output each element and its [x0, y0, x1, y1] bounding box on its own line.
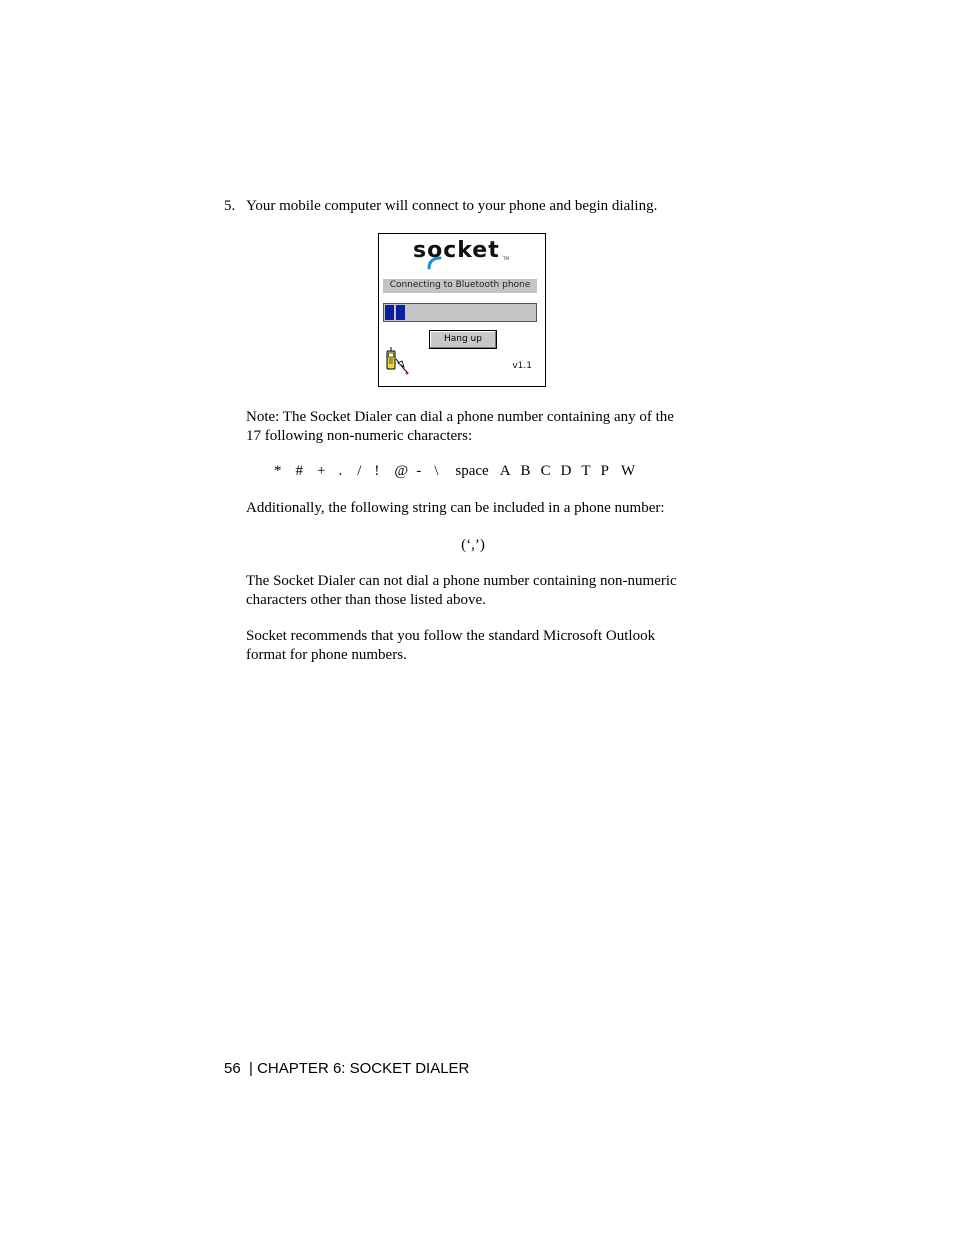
recommend-line-2: format for phone numbers.	[246, 647, 407, 663]
cannot-line-2: characters other than those listed above.	[246, 592, 486, 608]
hang-up-button[interactable]: Hang up	[429, 330, 497, 349]
step-5	[224, 197, 744, 216]
additional-string-paragraph: Additionally, the following string can be included in a phone number:	[246, 500, 665, 516]
progress-fill	[385, 305, 405, 320]
progress-segment	[385, 305, 394, 320]
step-number: 5.	[224, 198, 236, 214]
chapter-title: | CHAPTER 6: SOCKET DIALER	[249, 1060, 470, 1077]
socket-logo-text: socket	[413, 238, 500, 263]
allowed-character: \	[434, 463, 439, 479]
logo-swoosh-icon	[427, 256, 443, 270]
version-label: v1.1	[512, 361, 532, 371]
note-paragraph	[246, 408, 716, 446]
recommend-line-1: Socket recommends that you follow the standard Microsoft Outlook	[246, 628, 656, 644]
recommendation-paragraph	[246, 627, 716, 665]
allowed-character: +	[317, 463, 326, 479]
step-text: Your mobile computer will connect to your phone and begin dialing.	[246, 198, 658, 214]
allowed-character: /	[357, 463, 362, 479]
allowed-character: C	[540, 463, 551, 479]
bluetooth-phone-icon	[384, 347, 410, 375]
allowed-character: -	[416, 463, 422, 479]
comma-string: (‘,’)	[461, 537, 485, 553]
allowed-character: A	[499, 463, 511, 479]
allowed-character: B	[520, 463, 531, 479]
allowed-character: T	[581, 463, 591, 479]
allowed-character: .	[338, 463, 343, 479]
allowed-character: @	[394, 463, 409, 479]
allowed-character: D	[560, 463, 572, 479]
trademark-mark: TM	[503, 256, 509, 261]
allowed-character: P	[600, 463, 609, 479]
allowed-character: !	[374, 463, 380, 479]
cannot-dial-paragraph	[246, 572, 716, 610]
allowed-character: W	[620, 463, 636, 479]
allowed-character: #	[295, 463, 303, 479]
allowed-character: space	[455, 463, 489, 479]
connection-progress-bar	[383, 303, 537, 322]
page-number: 56	[224, 1060, 241, 1077]
socket-logo	[413, 238, 500, 264]
allowed-characters-list	[274, 462, 635, 481]
cannot-line-1: The Socket Dialer can not dial a phone number containing non-numeric	[246, 573, 677, 589]
note-line-1: Note: The Socket Dialer can dial a phone number containing any of the	[246, 409, 674, 425]
allowed-character: *	[274, 463, 282, 479]
connection-status: Connecting to Bluetooth phone	[383, 279, 537, 293]
page-footer	[224, 1059, 469, 1078]
note-line-2: 17 following non-numeric characters:	[246, 428, 473, 444]
progress-segment	[396, 305, 405, 320]
dialer-screenshot	[378, 233, 546, 387]
